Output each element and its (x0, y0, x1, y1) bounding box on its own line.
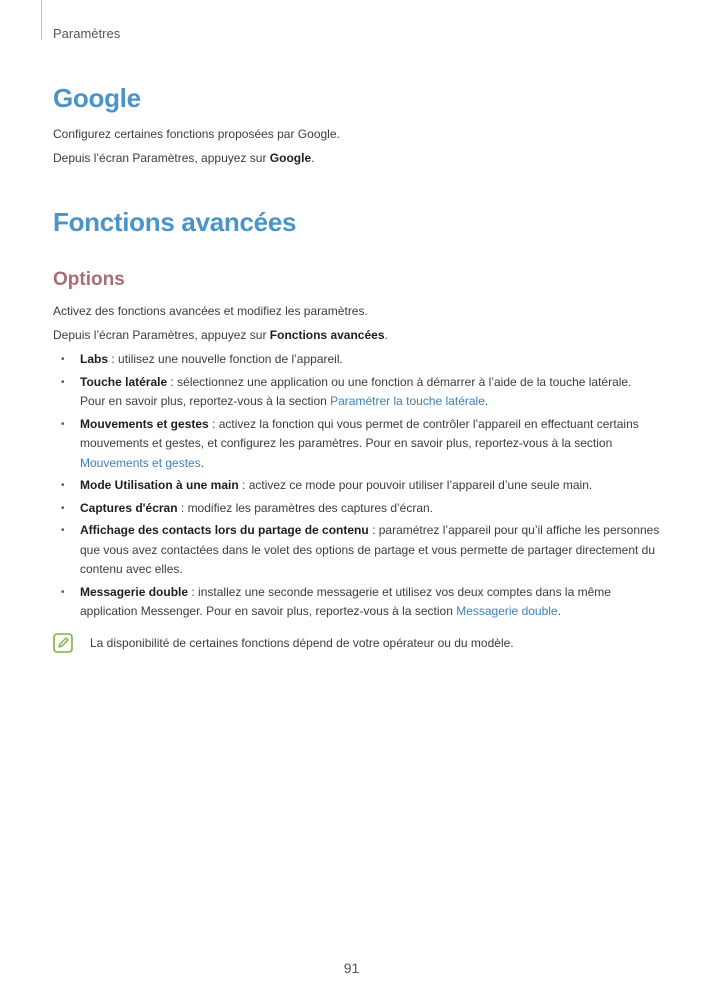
list-item-direct-share: • Affichage des contacts lors du partage de contenu : paramétrez l’appareil pour qu’il affiche les personnes que vous avez contactées dans le volet des options de partage et vous permette de partager directement du contenu avec elles. (60, 521, 660, 580)
note (53, 633, 514, 653)
header-title: Paramètres (53, 26, 121, 41)
list-item-motions: • Mouvements et gestes : activez la fonction qui vous permet de contrôler l’appareil en effectuant certains mouvements et gestes, et configurez les paramètres. Pour en savoir plus, reportez-vous à la section Mouvements et gestes. (60, 415, 660, 474)
note-pencil-icon (53, 633, 73, 653)
options-heading: Options (53, 269, 125, 290)
google-description: Configurez certaines fonctions proposées par Google. (53, 127, 340, 141)
options-list (60, 350, 660, 625)
page-number: 91 (343, 960, 360, 976)
dual-messenger-link[interactable]: Messagerie double (456, 604, 558, 618)
advanced-description: Activez des fonctions avancées et modifiez les paramètres. (53, 304, 368, 318)
motions-link[interactable]: Mouvements et gestes (80, 455, 201, 470)
side-key-link[interactable]: Paramétrer la touche latérale (330, 394, 485, 408)
list-item-dual-messenger: • Messagerie double : installez une seconde messagerie et utilisez vos deux comptes dans la même application Messenger. Pour en savoir plus, reportez-vous à la section Messagerie double. (60, 583, 660, 622)
list-item-side-key: • Touche latérale : sélectionnez une application ou une fonction à démarrer à l’aide de la touche latérale. Pour en savoir plus, reportez-vous à la section Paramétrer la touche latérale. (60, 373, 660, 412)
note-text: La disponibilité de certaines fonctions dépend de votre opérateur ou du modèle. (90, 636, 514, 650)
advanced-instruction-target: Fonctions avancées (269, 328, 385, 342)
google-heading: Google (53, 83, 141, 113)
google-instruction: Depuis l’écran Paramètres, appuyez sur Google. (53, 151, 315, 165)
header-rule (41, 0, 42, 40)
list-item-screenshots: • Captures d'écran : modifiez les paramètres des captures d’écran. (60, 499, 660, 519)
list-item-labs: • Labs : utilisez une nouvelle fonction de l’appareil. (60, 350, 660, 370)
advanced-heading: Fonctions avancées (53, 207, 297, 237)
list-item-one-hand: • Mode Utilisation à une main : activez ce mode pour pouvoir utiliser l’appareil d’une seule main. (60, 476, 660, 496)
advanced-instruction: Depuis l’écran Paramètres, appuyez sur Fonctions avancées. (53, 328, 388, 342)
google-instruction-target: Google (269, 151, 312, 165)
